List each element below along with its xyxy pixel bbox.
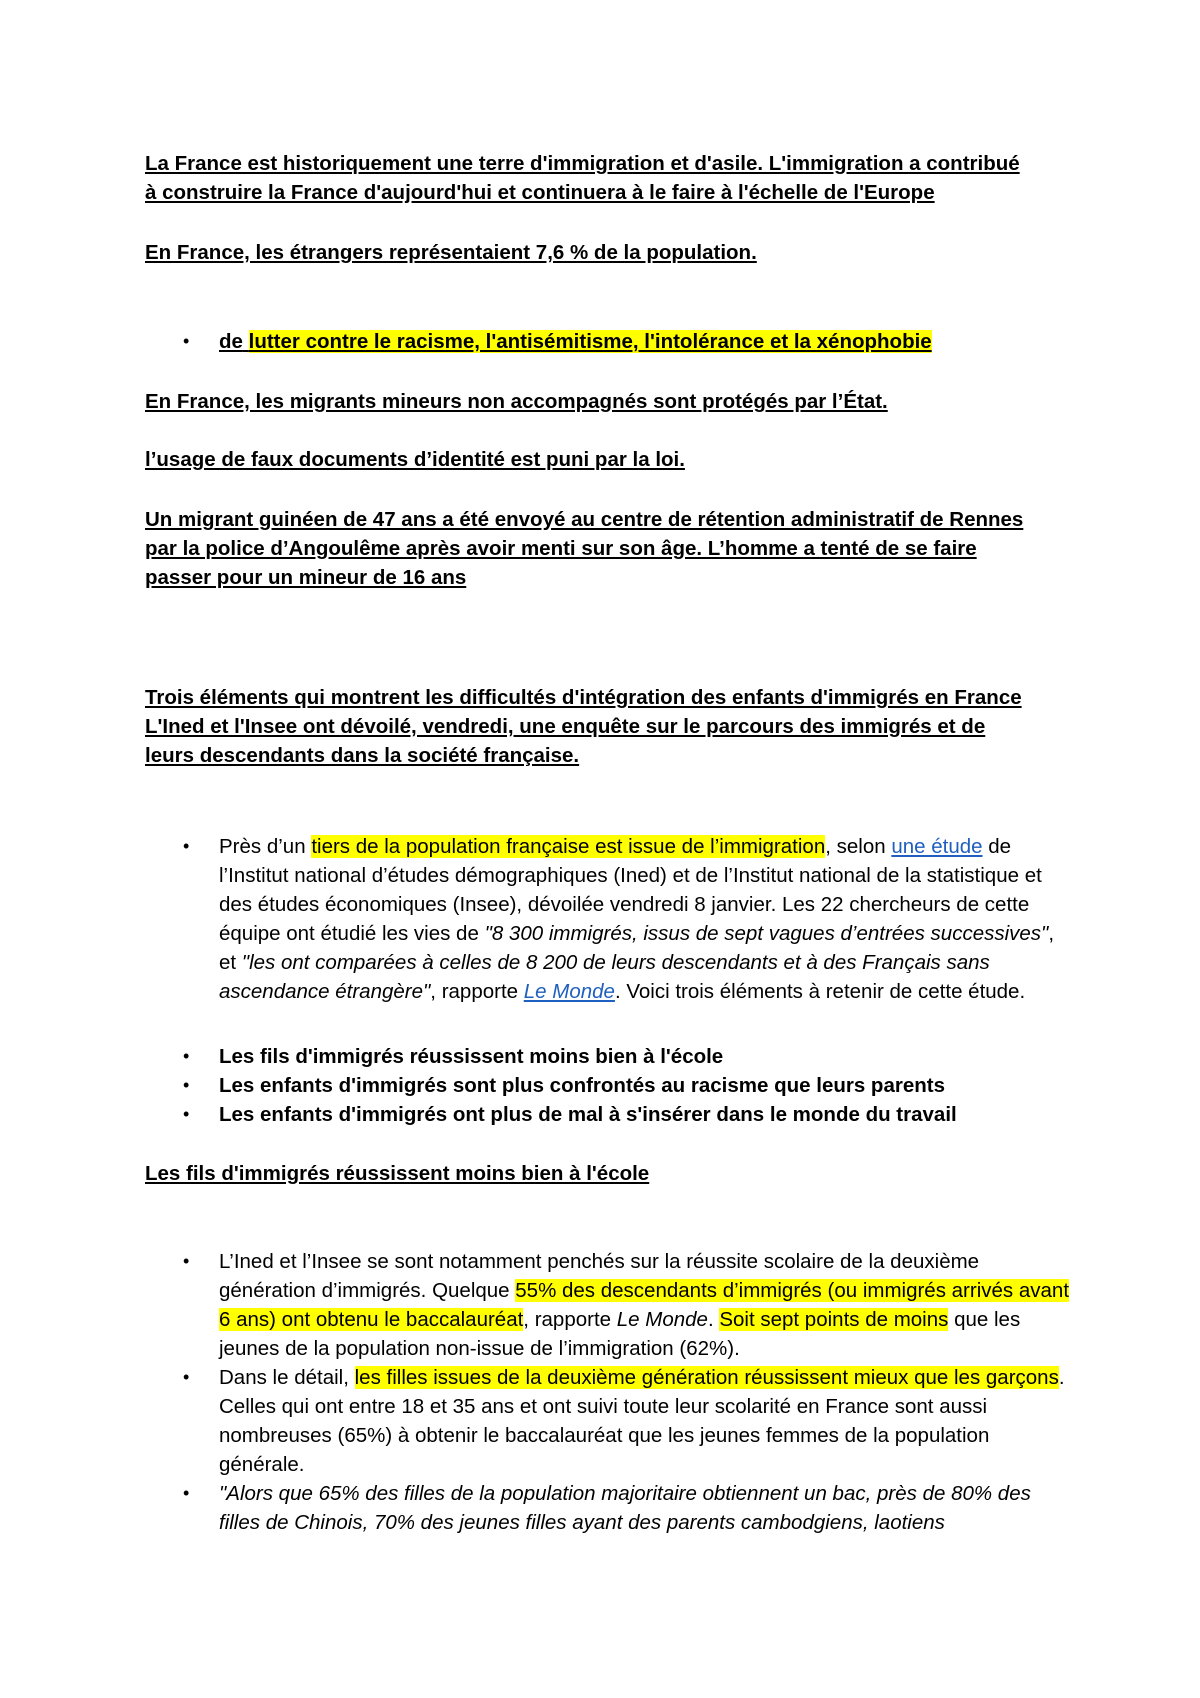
girls-item xyxy=(219,1363,1069,1479)
foreigners-paragraph: En France, les étrangers représentaient 7,6 % de la population. xyxy=(145,241,757,264)
school-text-5: que les jeunes de la population non-issue de l’immigration (62%). xyxy=(219,1308,1021,1360)
migrant-story-paragraph xyxy=(145,505,1065,592)
school-text-4: . xyxy=(707,1308,720,1331)
difficulties-line-3: leurs descendants dans la société française. xyxy=(145,744,580,767)
quote-item: "Alors que 65% des filles de la population majoritaire obtiennent un bac, près de 80% des filles de Chinois, 70% des jeunes filles ayant des parents cambodgiens, laotiens xyxy=(219,1482,1031,1534)
third-quote-1: "8 300 immigrés, issus de sept vagues d’entrées successives" xyxy=(484,922,1049,945)
bullet-icon: • xyxy=(183,1367,190,1387)
school-le-monde: Le Monde xyxy=(616,1308,708,1331)
school-highlight-1: 55% des descendants d’immigrés (ou immigrés arrivés avant 6 ans) ont obtenu le baccalauréat xyxy=(219,1279,1070,1331)
difficulties-heading xyxy=(145,683,1065,770)
third-highlight: tiers de la population française est issue de l’immigration xyxy=(311,835,826,858)
story-line-1: Un migrant guinéen de 47 ans a été envoyé au centre de rétention administratif de Rennes xyxy=(145,508,1024,531)
intro-line-1: La France est historiquement une terre d'immigration et d'asile. L'immigration a contribué xyxy=(145,152,1020,175)
girls-highlight: les filles issues de la deuxième génération réussissent mieux que les garçons xyxy=(354,1366,1059,1389)
false-documents-paragraph: l’usage de faux documents d’identité est puni par la loi. xyxy=(145,448,685,471)
bullet-icon: • xyxy=(183,1104,190,1124)
third-text-3: de l’Institut national d’études démographiques (Ined) et de l’Institut national de la statistique et des études économiques (Insee), dévoilée vendredi 8 janvier. Les 22 chercheurs de cette équipe ont étudié les vies de xyxy=(219,835,1042,945)
bullet-icon: • xyxy=(183,836,190,856)
bullet-icon: • xyxy=(183,331,190,351)
difficulties-line-1: Trois éléments qui montrent les difficultés d'intégration des enfants d'immigrés en France xyxy=(145,686,1022,709)
school-highlight-2: Soit sept points de moins xyxy=(719,1308,949,1331)
third-text-4: , et xyxy=(219,922,1055,974)
girls-text-2: . Celles qui ont entre 18 et 35 ans et ont suivi toute leur scolarité en France sont aussi nombreuses (65%) à obtenir le baccalauréat que les jeunes femmes de la population générale. xyxy=(219,1366,1065,1476)
school-heading: Les fils d'immigrés réussissent moins bien à l'école xyxy=(145,1162,650,1185)
school-success-item xyxy=(219,1247,1069,1363)
third-text-6: . Voici trois éléments à retenir de cette étude. xyxy=(614,980,1026,1003)
key-point-3: Les enfants d'immigrés ont plus de mal à s'insérer dans le monde du travail xyxy=(219,1103,957,1126)
girls-text-1: Dans le détail, xyxy=(219,1366,355,1389)
intro-line-2: à construire la France d'aujourd'hui et continuera à le faire à l'échelle de l'Europe xyxy=(145,181,935,204)
bullet-icon: • xyxy=(183,1046,190,1066)
intro-paragraph xyxy=(145,149,1065,207)
school-text-2: , rapporte xyxy=(523,1308,617,1331)
study-link[interactable]: une étude xyxy=(891,835,983,858)
story-line-3: passer pour un mineur de 16 ans xyxy=(145,566,467,589)
bullet-icon: • xyxy=(183,1251,190,1271)
minors-paragraph: En France, les migrants mineurs non accompagnés sont protégés par l’État. xyxy=(145,390,888,413)
bullet-icon: • xyxy=(183,1075,190,1095)
difficulties-line-2: L'Ined et l'Insee ont dévoilé, vendredi, une enquête sur le parcours des immigrés et de xyxy=(145,715,986,738)
le-monde-link[interactable]: Le Monde xyxy=(523,980,615,1003)
fight-racism-item xyxy=(219,327,1069,356)
third-quote-2: "les ont comparées à celles de 8 200 de leurs descendants et à des Français sans ascendance étrangère" xyxy=(219,951,990,1003)
third-text-1: Près d’un xyxy=(219,835,312,858)
fight-prefix: de xyxy=(219,330,243,353)
third-text-5: , rapporte xyxy=(430,980,524,1003)
fight-highlight: lutter contre le racisme, l'antisémitisme, l'intolérance et la xénophobie xyxy=(248,330,932,353)
key-point-1: Les fils d'immigrés réussissent moins bien à l'école xyxy=(219,1045,724,1068)
bullet-icon: • xyxy=(183,1483,190,1503)
story-line-2: par la police d’Angoulême après avoir menti sur son âge. L’homme a tenté de se faire xyxy=(145,537,977,560)
third-population-item xyxy=(219,832,1069,1006)
key-point-2: Les enfants d'immigrés sont plus confrontés au racisme que leurs parents xyxy=(219,1074,945,1097)
third-text-2: , selon xyxy=(825,835,892,858)
school-text-1: L’Ined et l’Insee se sont notamment penchés sur la réussite scolaire de la deuxième génération d’immigrés. Quelque xyxy=(219,1250,980,1302)
